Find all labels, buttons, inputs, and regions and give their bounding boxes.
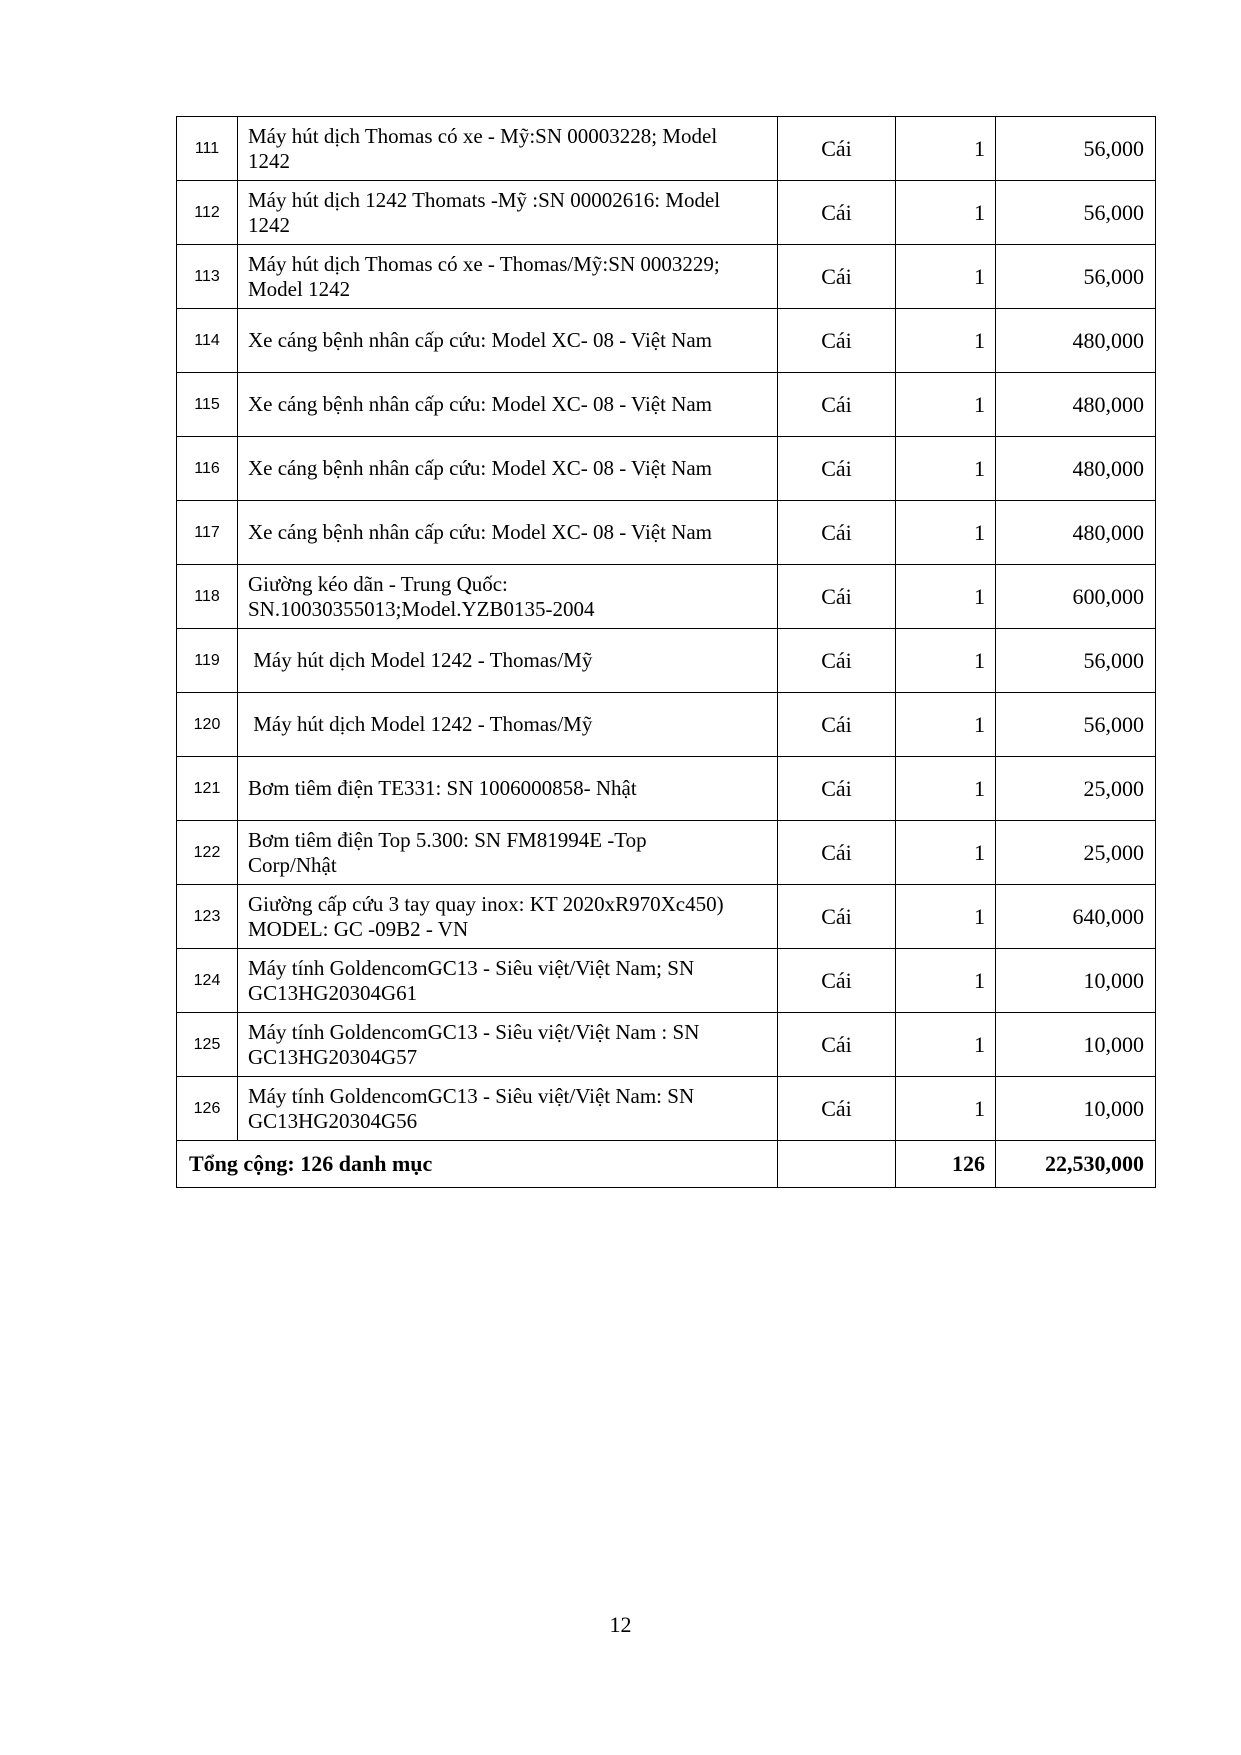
table-row [177,309,1156,373]
table-row [177,245,1156,309]
item-unit: Cái [778,821,896,885]
item-name: Máy tính GoldencomGC13 - Siêu việt/Việt Nam: SN GC13HG20304G56 [238,1077,778,1141]
item-price: 480,000 [996,501,1156,565]
item-price: 480,000 [996,437,1156,501]
table-row [177,117,1156,181]
item-price: 10,000 [996,1013,1156,1077]
item-unit: Cái [778,629,896,693]
item-number: 123 [177,885,238,949]
total-price: 22,530,000 [996,1141,1156,1188]
item-unit: Cái [778,117,896,181]
item-quantity: 1 [896,757,996,821]
table-row [177,1077,1156,1141]
table-row [177,437,1156,501]
total-unit [778,1141,896,1188]
item-quantity: 1 [896,501,996,565]
item-price: 56,000 [996,181,1156,245]
table-row [177,821,1156,885]
item-unit: Cái [778,501,896,565]
item-quantity: 1 [896,437,996,501]
item-price: 56,000 [996,693,1156,757]
item-unit: Cái [778,181,896,245]
item-quantity: 1 [896,693,996,757]
item-number: 118 [177,565,238,629]
item-quantity: 1 [896,821,996,885]
item-name: Máy hút dịch Thomas có xe - Thomas/Mỹ:SN 0003229; Model 1242 [238,245,778,309]
item-unit: Cái [778,565,896,629]
item-number: 126 [177,1077,238,1141]
item-price: 10,000 [996,1077,1156,1141]
item-quantity: 1 [896,565,996,629]
table-row [177,629,1156,693]
table-row [177,501,1156,565]
item-number: 115 [177,373,238,437]
total-quantity: 126 [896,1141,996,1188]
item-price: 480,000 [996,309,1156,373]
item-name: Bơm tiêm điện Top 5.300: SN FM81994E -Top Corp/Nhật [238,821,778,885]
item-price: 10,000 [996,949,1156,1013]
item-name: Xe cáng bệnh nhân cấp cứu: Model XC- 08 - Việt Nam [238,501,778,565]
item-unit: Cái [778,437,896,501]
item-name: Xe cáng bệnh nhân cấp cứu: Model XC- 08 - Việt Nam [238,373,778,437]
item-quantity: 1 [896,629,996,693]
item-number: 112 [177,181,238,245]
item-price: 600,000 [996,565,1156,629]
item-number: 124 [177,949,238,1013]
item-price: 25,000 [996,757,1156,821]
item-quantity: 1 [896,245,996,309]
table-row [177,757,1156,821]
item-quantity: 1 [896,117,996,181]
item-name: Xe cáng bệnh nhân cấp cứu: Model XC- 08 - Việt Nam [238,437,778,501]
item-unit: Cái [778,245,896,309]
item-number: 111 [177,117,238,181]
item-unit: Cái [778,373,896,437]
item-price: 56,000 [996,629,1156,693]
item-unit: Cái [778,1077,896,1141]
table-row [177,949,1156,1013]
item-price: 480,000 [996,373,1156,437]
item-unit: Cái [778,1013,896,1077]
item-name: Máy hút dịch 1242 Thomats -Mỹ :SN 00002616: Model 1242 [238,181,778,245]
item-name: Bơm tiêm điện TE331: SN 1006000858- Nhật [238,757,778,821]
item-unit: Cái [778,309,896,373]
item-unit: Cái [778,757,896,821]
item-price: 56,000 [996,245,1156,309]
item-name: Máy hút dịch Model 1242 - Thomas/Mỹ [238,693,778,757]
item-number: 121 [177,757,238,821]
item-number: 122 [177,821,238,885]
item-unit: Cái [778,693,896,757]
item-name: Xe cáng bệnh nhân cấp cứu: Model XC- 08 - Việt Nam [238,309,778,373]
table-row [177,373,1156,437]
item-quantity: 1 [896,373,996,437]
item-name: Máy tính GoldencomGC13 - Siêu việt/Việt Nam : SN GC13HG20304G57 [238,1013,778,1077]
total-row [177,1141,1156,1188]
item-quantity: 1 [896,309,996,373]
total-label: Tổng cộng: 126 danh mục [177,1141,778,1188]
item-number: 125 [177,1013,238,1077]
item-number: 113 [177,245,238,309]
table-row [177,1013,1156,1077]
item-number: 119 [177,629,238,693]
item-quantity: 1 [896,181,996,245]
item-quantity: 1 [896,885,996,949]
item-price: 56,000 [996,117,1156,181]
item-quantity: 1 [896,1077,996,1141]
table-row [177,565,1156,629]
item-name: Giường kéo dãn - Trung Quốc: SN.10030355013;Model.YZB0135-2004 [238,565,778,629]
item-unit: Cái [778,949,896,1013]
item-number: 117 [177,501,238,565]
table-body [177,117,1156,1188]
item-unit: Cái [778,885,896,949]
item-number: 114 [177,309,238,373]
item-number: 120 [177,693,238,757]
item-name: Máy tính GoldencomGC13 - Siêu việt/Việt Nam; SN GC13HG20304G61 [238,949,778,1013]
table-row [177,885,1156,949]
table-row [177,181,1156,245]
item-name: Máy hút dịch Thomas có xe - Mỹ:SN 00003228; Model 1242 [238,117,778,181]
page-number: 12 [609,1612,632,1637]
asset-table [176,116,1156,1188]
item-number: 116 [177,437,238,501]
item-name: Giường cấp cứu 3 tay quay inox: KT 2020xR970Xc450) MODEL: GC -09B2 - VN [238,885,778,949]
item-price: 640,000 [996,885,1156,949]
item-name: Máy hút dịch Model 1242 - Thomas/Mỹ [238,629,778,693]
item-quantity: 1 [896,949,996,1013]
item-quantity: 1 [896,1013,996,1077]
item-price: 25,000 [996,821,1156,885]
table-row [177,693,1156,757]
